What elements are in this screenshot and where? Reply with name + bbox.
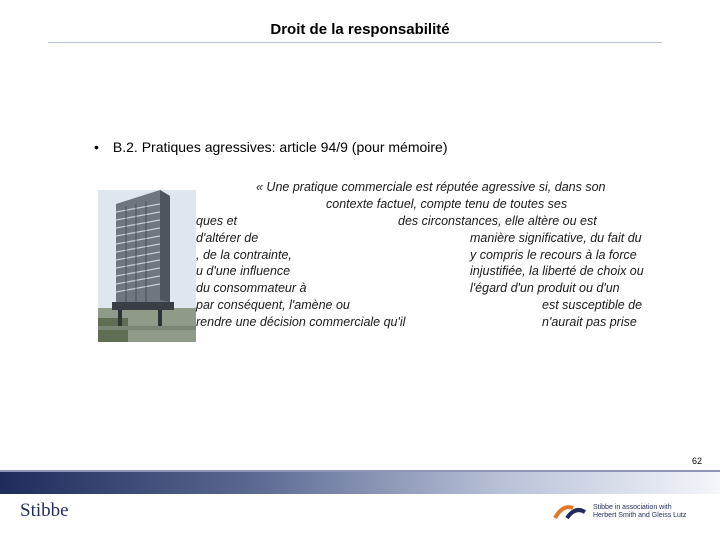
footer-gradient-bar xyxy=(0,470,720,494)
quote-line: rendre une décision commerciale qu'il xyxy=(196,315,406,329)
slide-title: Droit de la responsabilité xyxy=(270,21,450,38)
page-number: 62 xyxy=(691,456,702,466)
quote-line: injustifiée, la liberté de choix ou xyxy=(470,264,644,278)
quote-line: par conséquent, l'amène ou xyxy=(196,298,350,312)
quote-line: , de la contrainte, xyxy=(196,248,292,262)
quote-line: contexte factuel, compte tenu de toutes ses xyxy=(326,197,568,211)
title-divider xyxy=(48,42,662,43)
footer-accent-line xyxy=(0,470,720,472)
quote-line: y compris le recours à la force xyxy=(470,248,637,262)
building-photo xyxy=(98,190,196,342)
quote-line: n'aurait pas prise xyxy=(542,315,637,329)
quote-line: d'altérer de xyxy=(196,231,259,245)
bullet-text: B.2. Pratiques agressives: article 94/9 (pour mémoire) xyxy=(112,139,448,155)
quote-line: « Une pratique commerciale est réputée agressive si, dans son xyxy=(256,180,606,194)
quote-line: manière significative, du fait du xyxy=(470,231,642,245)
association-logo xyxy=(553,500,713,526)
association-line-2: Herbert Smith and Gleiss Lutz xyxy=(593,512,687,519)
quote-line: du consommateur à xyxy=(196,281,307,295)
association-line-1: Stibbe in association with xyxy=(593,504,672,511)
quote-line: ques et xyxy=(196,214,238,228)
quote-line: est susceptible de xyxy=(542,298,643,312)
quote-line: u d'une influence xyxy=(196,264,291,278)
bullet-marker: • xyxy=(94,139,99,155)
quote-line: l'égard d'un produit ou d'un xyxy=(470,281,620,295)
arc-logo-icon xyxy=(553,502,587,520)
quote-line: des circonstances, elle altère ou est xyxy=(398,214,597,228)
stibbe-logo: Stibbe xyxy=(20,500,69,521)
bullet-heading xyxy=(94,139,448,155)
